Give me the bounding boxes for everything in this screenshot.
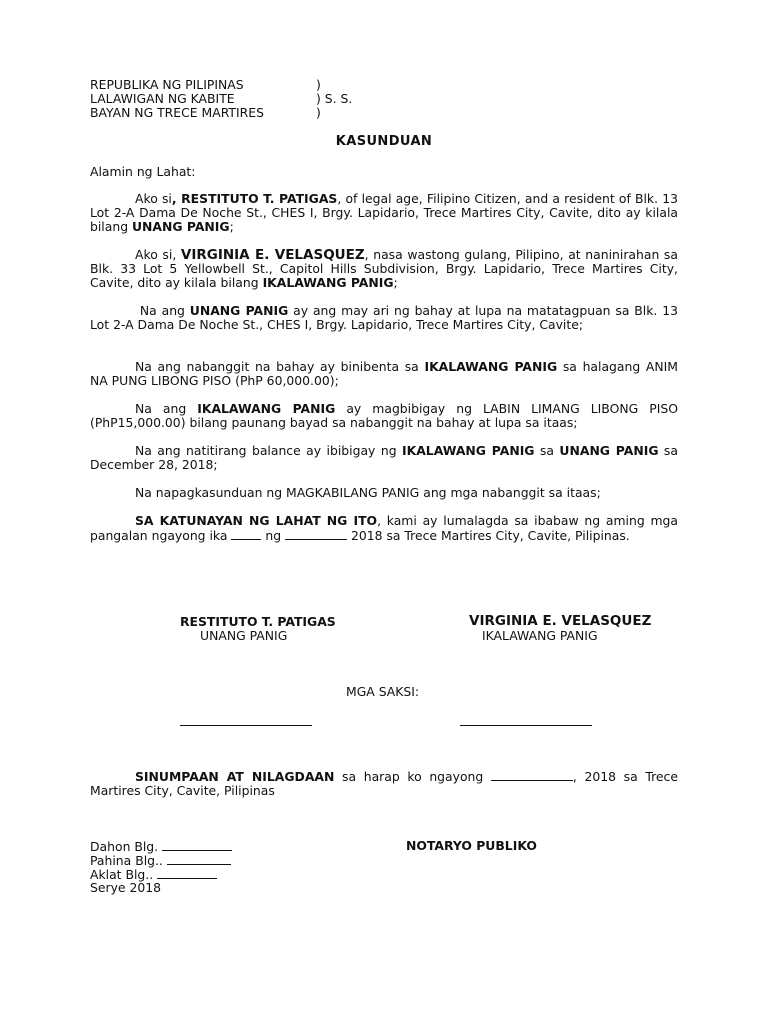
jurat-date-blank[interactable] [491,769,573,781]
series-label: Serye 2018 [90,880,162,895]
p6-rest: sa December 28, 2018; [90,443,678,473]
signatory-right-role: IKALAWANG PANIG [482,628,598,643]
caption-republic: REPUBLIKA NG PILIPINAS [90,77,244,92]
signatory-left-name: RESTITUTO T. PATIGAS [180,614,336,629]
paragraph-balance [90,444,678,472]
paragraph-jurat [90,769,678,798]
p6-mid: sa [534,443,560,458]
first-party-role: UNANG PANIG [132,219,230,235]
month-blank[interactable] [285,528,347,540]
caption-line-3 [90,105,321,120]
second-party-name: VIRGINIA E. VELASQUEZ [180,247,365,263]
p2-end: ; [393,275,398,291]
p4-rest: sa halagang ANIM NA PUNG LIBONG PISO (PhP 60,000.00); [90,359,679,389]
p7-text: Na napagkasunduan ng MAGKABILANG PANIG ang mga nabanggit sa itaas; [135,485,601,500]
doc-number-blank[interactable] [162,839,232,851]
p1-pre: Ako si [135,191,172,206]
jurat-b: , 2018 sa Trece Martires City, Cavite, Pilipinas [90,769,678,799]
p5-pre: Na ang [135,401,198,416]
paragraph-testimony [90,514,678,543]
paragraph-down-payment [90,402,678,430]
paragraph-agreement [90,486,678,500]
p8-a: , kami ay lumalagda sa ibabaw ng aming mga pangalan ngayong ika [90,513,678,544]
p4-role: IKALAWANG PANIG [424,359,558,374]
day-blank[interactable] [231,528,261,540]
witness-signature-line-right[interactable] [460,725,592,726]
p5-role: IKALAWANG PANIG [197,401,336,416]
paragraph-property-owner [90,304,678,332]
jurat-bold: SINUMPAAN AT NILAGDAAN [135,769,335,784]
page-number-label: Pahina Blg.. [90,853,167,868]
witness-signature-line-left[interactable] [180,725,312,726]
p6-pre: Na ang natitirang balance ay ibibigay ng [135,443,402,458]
p3-pre: Na ang [135,303,190,318]
p5-rest: ay magbibigay ng LABIN LIMANG LIBONG PISO (PhP15,000.00) bilang paunang bayad sa nabanggit na bahay at lupa sa itaas; [90,401,678,431]
book-number-blank[interactable] [157,867,217,879]
caption-province: LALAWIGAN NG KABITE [90,91,235,106]
p4-pre: Na ang nabanggit na bahay ay binibenta sa [135,359,425,374]
caption-paren-3: ) [316,105,321,120]
document-title: KASUNDUAN [335,134,433,149]
caption-line-1 [90,77,321,92]
witnesses-label: MGA SAKSI: [346,684,420,699]
p2-mid: , nasa wastong gulang, Pilipino, at naninirahan sa Blk. 33 Lot 5 Yellowbell St., Capitol Hills Subdivision, Brgy. Lapidario, Trece Martires City, Cavite, dito ay kilala bilang [90,247,678,291]
paragraph-second-party [90,248,678,291]
p6-role-2: UNANG PANIG [559,443,659,458]
doc-number-row [90,839,232,854]
p2-pre: Ako si, [135,247,181,262]
jurat-a: sa harap ko ngayong [334,769,491,784]
p1-end: ; [229,219,234,235]
caption-line-2 [90,91,353,106]
signatory-left-role: UNANG PANIG [200,628,288,643]
p8-b: ng [261,528,286,544]
caption-town: BAYAN NG TRECE MARTIRES [90,105,264,120]
paragraph-sale-price [90,360,678,388]
book-number-label: Aklat Blg.. [90,867,158,882]
p3-rest: ay ang may ari ng bahay at lupa na matatagpuan sa Blk. 13 Lot 2-A Dama De Noche St., CHES I, Brgy. Lapidario, Trece Martires City, Cavite; [90,303,678,333]
p8-bold: SA KATUNAYAN NG LAHAT NG ITO [135,513,378,528]
doc-number-label: Dahon Blg. [90,839,163,854]
second-party-role: IKALAWANG PANIG [262,275,394,291]
notary-public-title: NOTARYO PUBLIKO [406,838,537,853]
first-party-name: , RESTITUTO T. PATIGAS [171,191,338,206]
caption-paren-1: ) [316,77,321,92]
p3-role: UNANG PANIG [189,303,289,318]
page-number-row [90,853,231,868]
caption-ss: ) S. S. [316,91,353,106]
paragraph-first-party [90,192,678,235]
p8-c: 2018 sa Trece Martires City, Cavite, Pilipinas. [347,528,630,544]
page-number-blank[interactable] [167,853,231,865]
p1-mid: , of legal age, Filipino Citizen, and a resident of Blk. 13 Lot 2-A Dama De Noche St., CHES I, Brgy. Lapidario, Trece Martires City, Cavite, dito ay kilala bilang [90,191,678,235]
signatory-right-name: VIRGINIA E. VELASQUEZ [469,613,652,629]
salutation: Alamin ng Lahat: [90,164,196,179]
p6-role-1: IKALAWANG PANIG [402,443,535,458]
